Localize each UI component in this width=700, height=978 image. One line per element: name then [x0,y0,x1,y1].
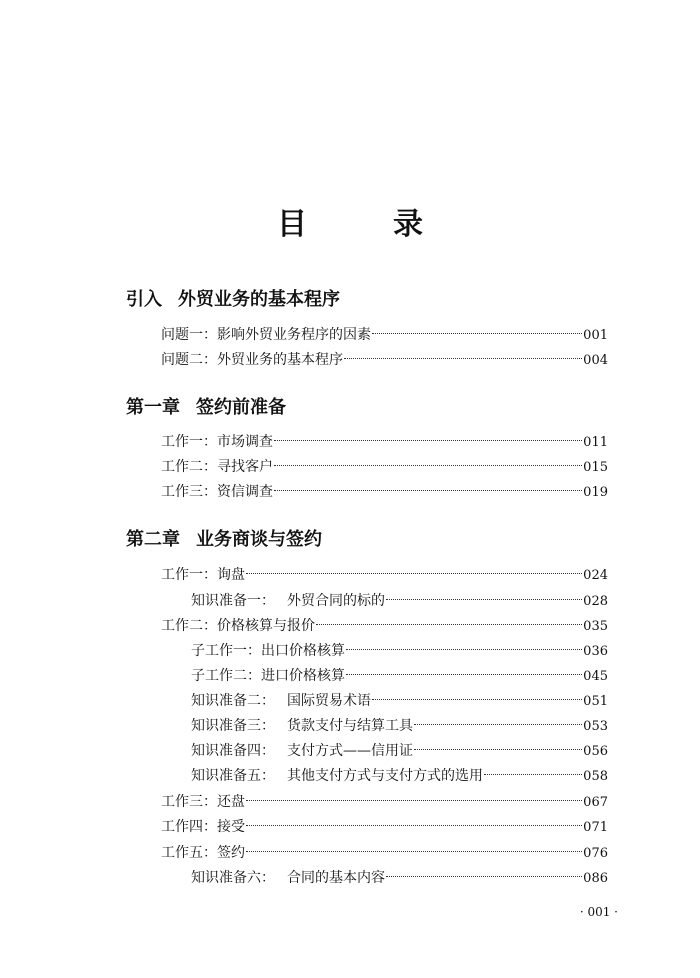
page-number: 015 [583,460,608,475]
entry-title: 外贸合同的标的 [287,593,385,609]
toc-entry[interactable] [191,741,608,762]
entry-label: 问题二： [161,352,217,368]
entry-title: 接受 [217,819,245,835]
chapter-title: 签约前准备 [196,397,286,418]
toc-entry[interactable] [161,432,608,453]
dot-leader [316,624,582,625]
page-number: 086 [583,871,608,886]
toc-entry[interactable] [161,482,608,503]
entry-title: 市场调查 [217,434,273,450]
dot-leader [484,774,582,775]
dot-leader [372,699,582,700]
toc-entry[interactable] [191,716,608,737]
entry-label: 工作三： [161,484,217,500]
entry-title: 影响外贸业务程序的因素 [217,327,371,343]
chapter-heading-intro[interactable] [126,288,340,312]
chapter-heading-1[interactable] [126,396,286,420]
chapter-heading-2[interactable] [126,528,322,552]
page-number: 067 [583,795,608,810]
toc-entry[interactable] [161,616,608,637]
chapter-label: 引入 [126,289,162,310]
toc-entry[interactable] [191,591,608,612]
dot-leader [274,465,582,466]
dot-leader [414,749,582,750]
page-number: 071 [583,820,608,835]
entry-title: 价格核算与报价 [217,618,315,634]
entry-label: 子工作一： [191,643,261,659]
page-number: 028 [583,594,608,609]
toc-entry[interactable] [161,565,608,586]
chapter-title: 业务商谈与签约 [196,529,322,550]
page-number: 045 [583,669,608,684]
toc-entry[interactable] [161,817,608,838]
toc-entry[interactable] [191,868,608,889]
toc-entry[interactable] [191,766,608,787]
entry-label: 工作一： [161,567,217,583]
page-title: 目 录 [277,207,451,242]
entry-label: 知识准备六： [191,870,275,886]
page-number: 058 [583,769,608,784]
dot-leader [246,573,582,574]
page-number: 019 [583,485,608,500]
chapter-label: 第一章 [126,397,180,418]
entry-title: 货款支付与结算工具 [287,718,413,734]
entry-label: 知识准备二： [191,693,275,709]
entry-title: 合同的基本内容 [287,870,385,886]
entry-title: 国际贸易术语 [287,693,371,709]
dot-leader [346,674,582,675]
dot-leader [414,724,582,725]
dot-leader [386,876,582,877]
entry-title: 寻找客户 [217,459,273,475]
entry-label: 工作四： [161,819,217,835]
entry-title: 其他支付方式与支付方式的选用 [287,768,483,784]
page-number: 076 [583,846,608,861]
entry-title: 签约 [217,845,245,861]
page-number: 011 [583,435,608,450]
dot-leader [246,800,582,801]
entry-title: 还盘 [217,794,245,810]
page-number: 051 [583,694,608,709]
entry-label: 子工作二： [191,668,261,684]
toc-entry[interactable] [191,641,608,662]
entry-label: 工作二： [161,618,217,634]
page-number: 056 [583,744,608,759]
dot-leader [372,333,582,334]
chapter-label: 第二章 [126,529,180,550]
entry-title: 外贸业务的基本程序 [217,352,343,368]
page-number: 036 [583,644,608,659]
entry-label: 工作五： [161,845,217,861]
entry-label: 知识准备四： [191,743,275,759]
dot-leader [246,851,582,852]
entry-title: 进口价格核算 [261,668,345,684]
dot-leader [274,440,582,441]
page-number: 035 [583,619,608,634]
page-number: 024 [583,568,608,583]
entry-label: 工作二： [161,459,217,475]
dot-leader [346,649,582,650]
entry-label: 知识准备一： [191,593,275,609]
dot-leader [386,599,582,600]
dot-leader [274,490,582,491]
entry-title: 询盘 [217,567,245,583]
toc-entry[interactable] [161,457,608,478]
entry-title: 支付方式——信用证 [287,743,413,759]
entry-label: 知识准备三： [191,718,275,734]
toc-entry[interactable] [161,843,608,864]
chapter-title: 外贸业务的基本程序 [178,289,340,310]
toc-entry[interactable] [191,691,608,712]
entry-title: 资信调查 [217,484,273,500]
toc-entry[interactable] [161,350,608,371]
entry-title: 出口价格核算 [261,643,345,659]
page-folio: · 001 · [579,905,618,919]
toc-entry[interactable] [191,666,608,687]
entry-label: 工作三： [161,794,217,810]
page-number: 001 [583,328,608,343]
entry-label: 问题一： [161,327,217,343]
dot-leader [246,825,582,826]
dot-leader [344,358,582,359]
page-number: 053 [583,719,608,734]
page-number: 004 [583,353,608,368]
entry-label: 工作一： [161,434,217,450]
toc-entry[interactable] [161,792,608,813]
entry-label: 知识准备五： [191,768,275,784]
toc-entry[interactable] [161,325,608,346]
